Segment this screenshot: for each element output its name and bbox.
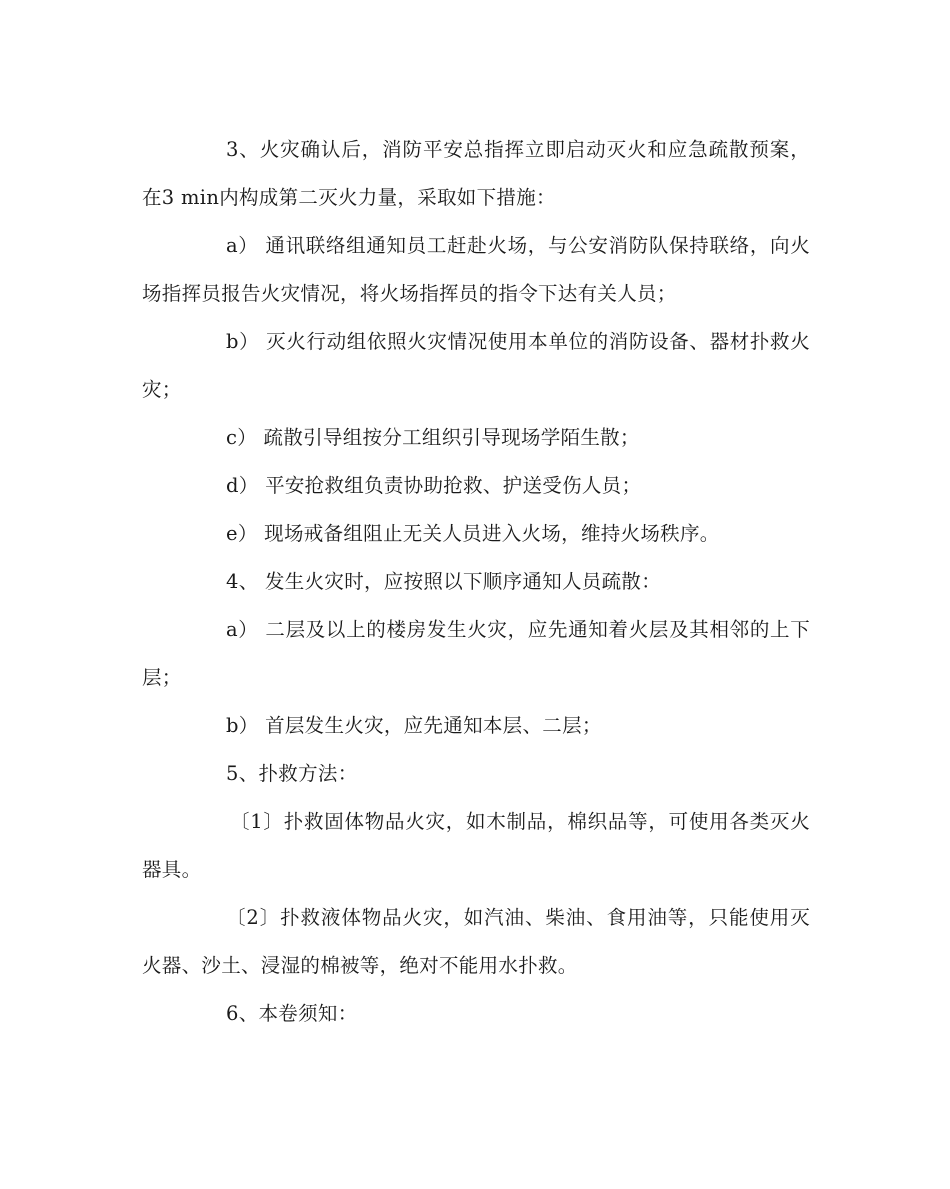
paragraph-step-5-2: 〔2〕扑救液体物品火灾，如汽油、柴油、食用油等，只能使用灭火器、沙土、浸湿的棉被等，绝对不能用水扑救。 — [142, 906, 810, 977]
paragraph-step-4a: a） 二层及以上的楼房发生火灾，应先通知着火层及其相邻的上下层； — [142, 618, 810, 689]
paragraph-step-5: 5、扑救方法： — [226, 762, 358, 785]
paragraph-step-3: 3、火灾确认后，消防平安总指挥立即启动灭火和应急疏散预案，在3 min内构成第二灭火力量，采取如下措施： — [142, 138, 810, 209]
paragraph-step-6: 6、本卷须知： — [226, 1002, 358, 1025]
paragraph-step-3e: e） 现场戒备组阻止无关人员进入火场，维持火场秩序。 — [226, 522, 720, 545]
document-body — [142, 126, 810, 1038]
paragraph-step-3c: c） 疏散引导组按分工组织引导现场学陌生散； — [226, 426, 640, 449]
paragraph-step-3a: a） 通讯联络组通知员工赶赴火场，与公安消防队保持联络，向火场指挥员报告火灾情况，将火场指挥员的指令下达有关人员； — [142, 234, 810, 305]
paragraph-step-4: 4、 发生火灾时，应按照以下顺序通知人员疏散： — [226, 570, 662, 593]
paragraph-step-3d: d） 平安抢救组负责协助抢救、护送受伤人员； — [226, 474, 642, 497]
paragraph-step-5-1: 〔1〕扑救固体物品火灾，如木制品，棉织品等，可使用各类灭火器具。 — [142, 810, 810, 881]
paragraph-step-3b: b） 灭火行动组依照火灾情况使用本单位的消防设备、器材扑救火灾； — [142, 330, 810, 401]
paragraph-step-4b: b） 首层发生火灾，应先通知本层、二层； — [226, 714, 602, 737]
